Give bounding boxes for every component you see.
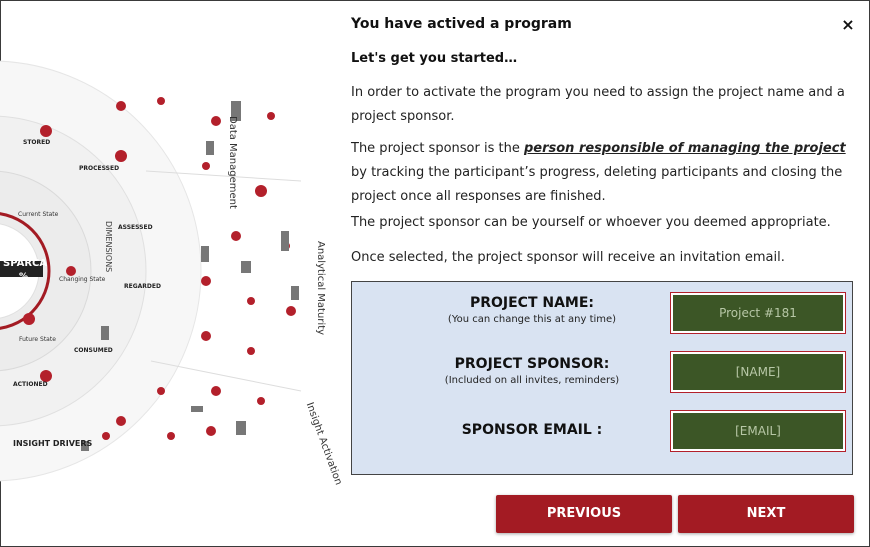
project-sponsor-hint: (Included on all invites, reminders) xyxy=(444,375,620,386)
next-button[interactable]: NEXT xyxy=(678,495,854,533)
center-badge: % xyxy=(19,272,29,282)
sparca-illustration xyxy=(1,61,344,511)
project-sponsor-field-frame xyxy=(670,351,846,393)
project-name-field-frame xyxy=(670,292,846,334)
intro-paragraph-3: The project sponsor can be yourself or whoever you deemed appropriate. xyxy=(351,215,831,230)
stage-label-actioned: ACTIONED xyxy=(13,381,48,388)
previous-button[interactable]: PREVIOUS xyxy=(496,495,672,533)
intro-paragraph-1: In order to activate the program you need to assign the project name and a project sponsor. xyxy=(351,85,845,124)
dialog-subtitle: Let's get you started… xyxy=(351,51,518,66)
intro-paragraph-4: Once selected, the project sponsor will receive an invitation email. xyxy=(351,250,785,265)
project-form xyxy=(351,281,853,475)
sponsor-email-input[interactable] xyxy=(673,413,843,449)
node-label-changing-state: Changing State xyxy=(59,276,106,283)
ring-label-insight-activation: Insight Activation xyxy=(303,401,344,487)
stage-label-assessed: ASSESSED xyxy=(118,224,153,231)
node-label-future-state: Future State xyxy=(19,336,56,343)
close-icon[interactable]: × xyxy=(841,15,855,34)
project-name-hint: (You can change this at any time) xyxy=(447,314,617,325)
stage-label-processed: PROCESSED xyxy=(79,165,120,172)
stage-label-stored: STORED xyxy=(23,139,51,146)
dialog-title: You have actived a program xyxy=(351,16,572,32)
node-label-current-state: Current State xyxy=(18,211,59,218)
sponsor-email-label-group xyxy=(382,422,682,438)
intro-paragraph-2-prefix: The project sponsor is the xyxy=(351,141,524,156)
project-name-label-group xyxy=(382,295,682,325)
project-sponsor-row xyxy=(352,351,852,397)
intro-paragraph-2-suffix: by tracking the participant’s progress, deleting participants and closing the project once all responses are finished. xyxy=(351,165,843,204)
project-name-row xyxy=(352,292,852,338)
intro-paragraph-2 xyxy=(351,137,846,209)
ring-label-analytical-maturity: Analytical Maturity xyxy=(315,241,326,336)
stage-label-consumed: CONSUMED xyxy=(74,347,113,354)
sponsor-definition-emphasis: person responsible of managing the project xyxy=(523,141,846,156)
center-label: SPARCA xyxy=(3,258,48,269)
sponsor-email-row xyxy=(352,410,852,456)
ring-label-dimensions: DIMENSIONS xyxy=(104,221,113,273)
project-sponsor-label-group xyxy=(382,356,682,386)
project-sponsor-input[interactable] xyxy=(673,354,843,390)
ring-label-data-management: Data Management xyxy=(227,116,238,209)
project-name-label: PROJECT NAME: xyxy=(469,295,595,311)
stage-label-regarded: REGARDED xyxy=(124,283,161,290)
project-sponsor-label: PROJECT SPONSOR: xyxy=(454,356,610,372)
project-name-input[interactable] xyxy=(673,295,843,331)
ring-label-insight-drivers: INSIGHT DRIVERS xyxy=(13,439,93,448)
sponsor-email-label: SPONSOR EMAIL : xyxy=(461,422,603,438)
sponsor-email-field-frame xyxy=(670,410,846,452)
